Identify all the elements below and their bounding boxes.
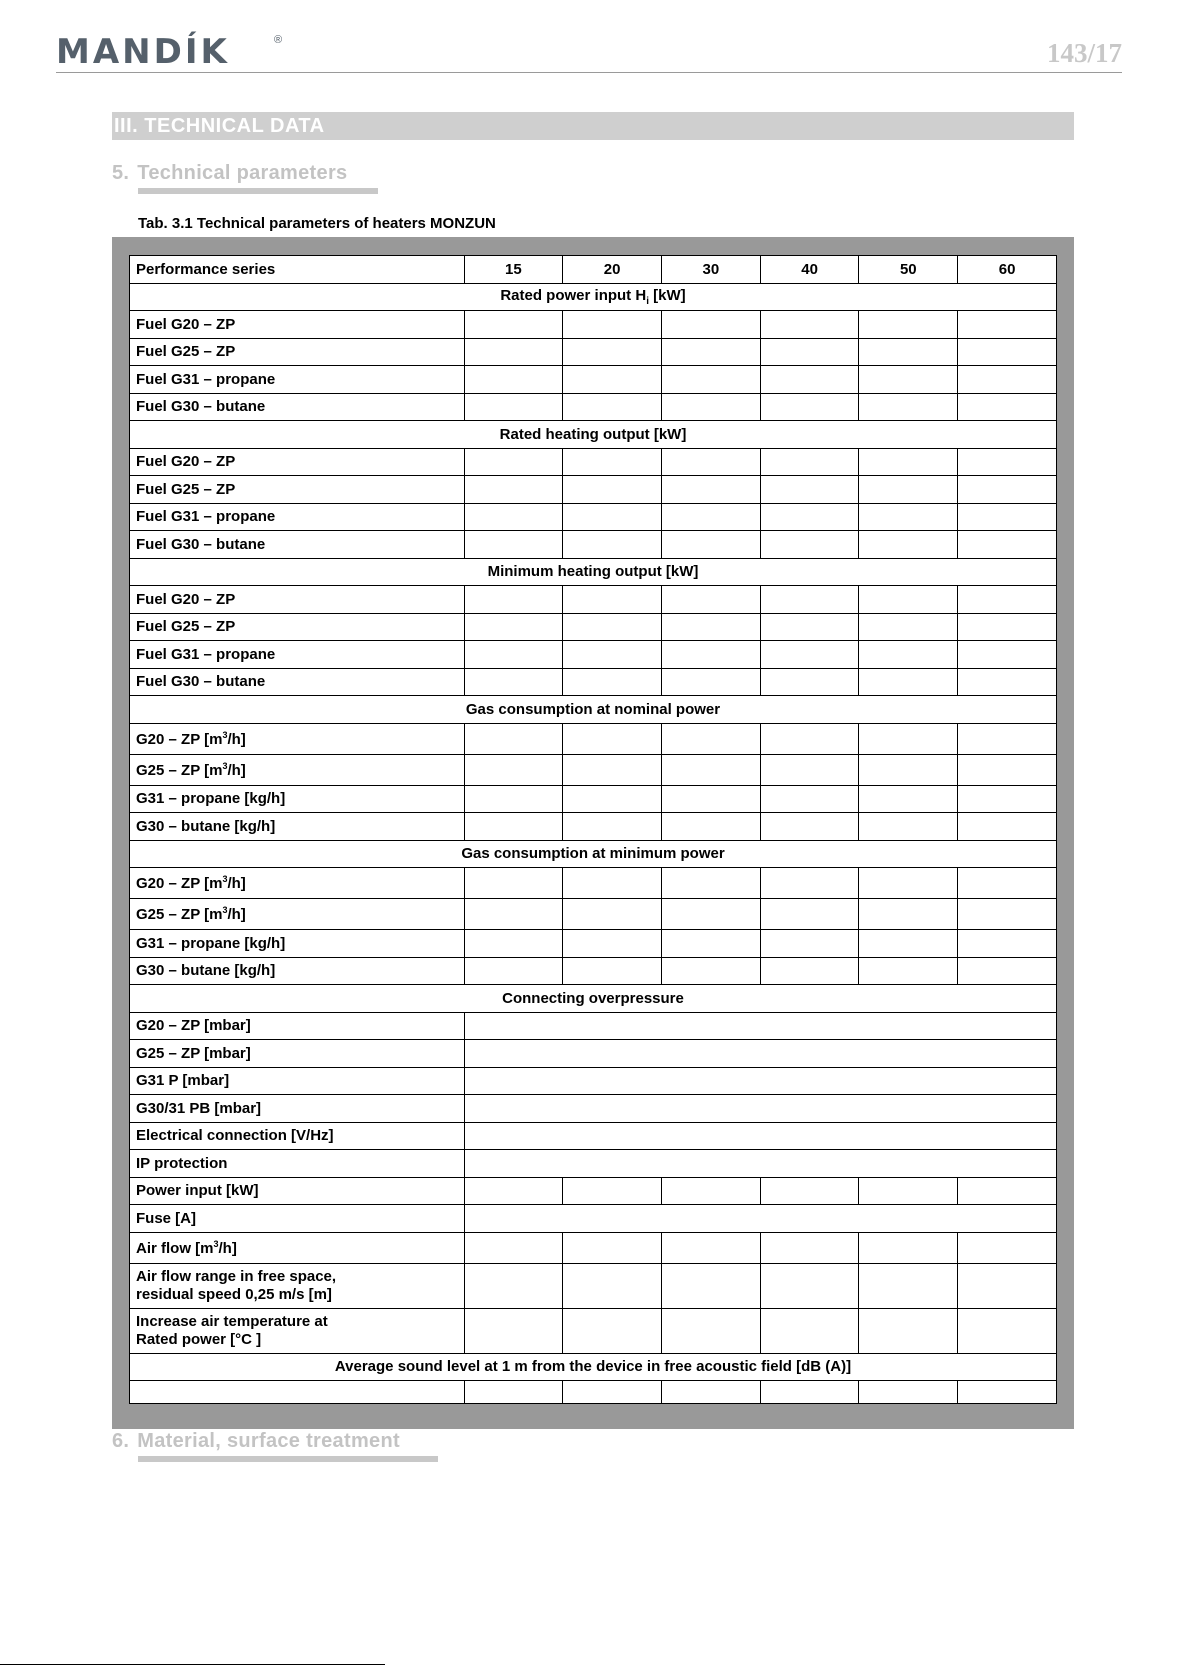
table-row (130, 1263, 1057, 1308)
page-number: 143/17 (1046, 38, 1122, 68)
table-row (130, 668, 1057, 696)
table-caption: Tab. 3.1 Technical parameters of heaters MONZUN (138, 215, 496, 232)
row-label: Power input [kW] (130, 1177, 465, 1205)
row-label: Fuel G25 – ZP (130, 338, 465, 366)
table-row (130, 1012, 1057, 1040)
group-header-row (130, 840, 1057, 868)
subsection-title: Technical parameters (137, 162, 348, 184)
registered-mark: ® (274, 34, 283, 46)
group-header: Rated heating output [kW] (130, 421, 1057, 449)
row-label: G25 – ZP $[m^3/h]$ (130, 754, 465, 785)
row-label: Fuse [A] (130, 1205, 465, 1233)
group-header-row (130, 985, 1057, 1013)
table-row (130, 586, 1057, 614)
row-label: Fuel G20 – ZP (130, 311, 465, 339)
column-header: 60 (958, 256, 1057, 284)
table-row (130, 899, 1057, 930)
table-header-row (130, 256, 1057, 284)
group-header: Connecting overpressure (130, 985, 1057, 1013)
group-header: Minimum heating output [kW] (130, 558, 1057, 586)
table-row (130, 1177, 1057, 1205)
row-label: Fuel G25 – ZP (130, 613, 465, 641)
row-label: G20 – ZP $[m^3/h]$ (130, 868, 465, 899)
table-row (130, 1381, 1057, 1404)
table-row (130, 868, 1057, 899)
row-label: Air flow range in free space, residual speed 0,25 m/s [m] (130, 1263, 465, 1308)
row-label: Fuel G31 – propane (130, 366, 465, 394)
footer-rule (0, 1664, 385, 1665)
group-header-row (130, 696, 1057, 724)
table-row (130, 366, 1057, 394)
row-label: G31 – propane [kg/h] (130, 785, 465, 813)
row-label: G25 – ZP $[m^3/h]$ (130, 899, 465, 930)
table-row (130, 754, 1057, 785)
table-row (130, 957, 1057, 985)
page-header (56, 30, 1122, 73)
table-row (130, 1095, 1057, 1123)
group-header-row (130, 421, 1057, 449)
row-label: Fuel G31 – propane (130, 503, 465, 531)
group-header-row (130, 283, 1057, 311)
row-label: Fuel G30 – butane (130, 668, 465, 696)
table-row (130, 393, 1057, 421)
subsection-heading-5 (112, 162, 347, 185)
group-header-row (130, 558, 1057, 586)
table-row (130, 1150, 1057, 1178)
table-row (130, 1122, 1057, 1150)
table-row (130, 613, 1057, 641)
table-row (130, 311, 1057, 339)
table-row (130, 1205, 1057, 1233)
row-label: G30/31 PB [mbar] (130, 1095, 465, 1123)
table-row (130, 1067, 1057, 1095)
row-label: Increase air temperature at Rated power [°C ] (130, 1308, 465, 1353)
column-header: 30 (661, 256, 760, 284)
row-label: G31 P [mbar] (130, 1067, 465, 1095)
group-header: Rated power input $H_i$ [kW] (130, 283, 1057, 311)
row-label: Air flow $[m^3/h]$ (130, 1232, 465, 1263)
table-row (130, 930, 1057, 958)
table-row (130, 448, 1057, 476)
column-header: 40 (760, 256, 859, 284)
group-header: Gas consumption at nominal power (130, 696, 1057, 724)
row-label: G30 – butane [kg/h] (130, 957, 465, 985)
row-label: G30 – butane [kg/h] (130, 813, 465, 841)
row-label: G20 – ZP [mbar] (130, 1012, 465, 1040)
subsection-number: 5. (112, 162, 130, 184)
table-row (130, 813, 1057, 841)
row-label: Fuel G30 – butane (130, 393, 465, 421)
table-row (130, 338, 1057, 366)
table-row (130, 723, 1057, 754)
section-title: III. TECHNICAL DATA (114, 115, 325, 137)
table-row (130, 476, 1057, 504)
table-row (130, 641, 1057, 669)
technical-parameters-table (129, 255, 1057, 1404)
group-header-row (130, 1353, 1057, 1381)
subsection-title: Material, surface treatment (137, 1430, 400, 1452)
table-frame (112, 237, 1074, 1429)
row-header-label: Performance series (130, 256, 465, 284)
table-row (130, 1232, 1057, 1263)
table-row (130, 1040, 1057, 1068)
subsection-underline (138, 1456, 438, 1462)
company-logo: MANDÍK (56, 32, 230, 72)
row-label: Fuel G25 – ZP (130, 476, 465, 504)
group-header: Gas consumption at minimum power (130, 840, 1057, 868)
row-label: G31 – propane [kg/h] (130, 930, 465, 958)
table-row (130, 785, 1057, 813)
row-label: Fuel G20 – ZP (130, 586, 465, 614)
row-label: Fuel G31 – propane (130, 641, 465, 669)
subsection-heading-6 (112, 1430, 400, 1453)
group-header: Average sound level at 1 m from the device in free acoustic field [dB (A)] (130, 1353, 1057, 1381)
table-row (130, 1308, 1057, 1353)
section-title-bar (112, 112, 1074, 140)
row-label: Fuel G30 – butane (130, 531, 465, 559)
column-header: 20 (563, 256, 662, 284)
subsection-number: 6. (112, 1430, 130, 1452)
row-label: IP protection (130, 1150, 465, 1178)
row-label: G20 – ZP $[m^3/h]$ (130, 723, 465, 754)
column-header: 15 (464, 256, 563, 284)
table-row (130, 531, 1057, 559)
row-label: G25 – ZP [mbar] (130, 1040, 465, 1068)
row-label: Fuel G20 – ZP (130, 448, 465, 476)
subsection-underline (138, 188, 378, 194)
table-row (130, 503, 1057, 531)
row-label: Electrical connection [V/Hz] (130, 1122, 465, 1150)
column-header: 50 (859, 256, 958, 284)
